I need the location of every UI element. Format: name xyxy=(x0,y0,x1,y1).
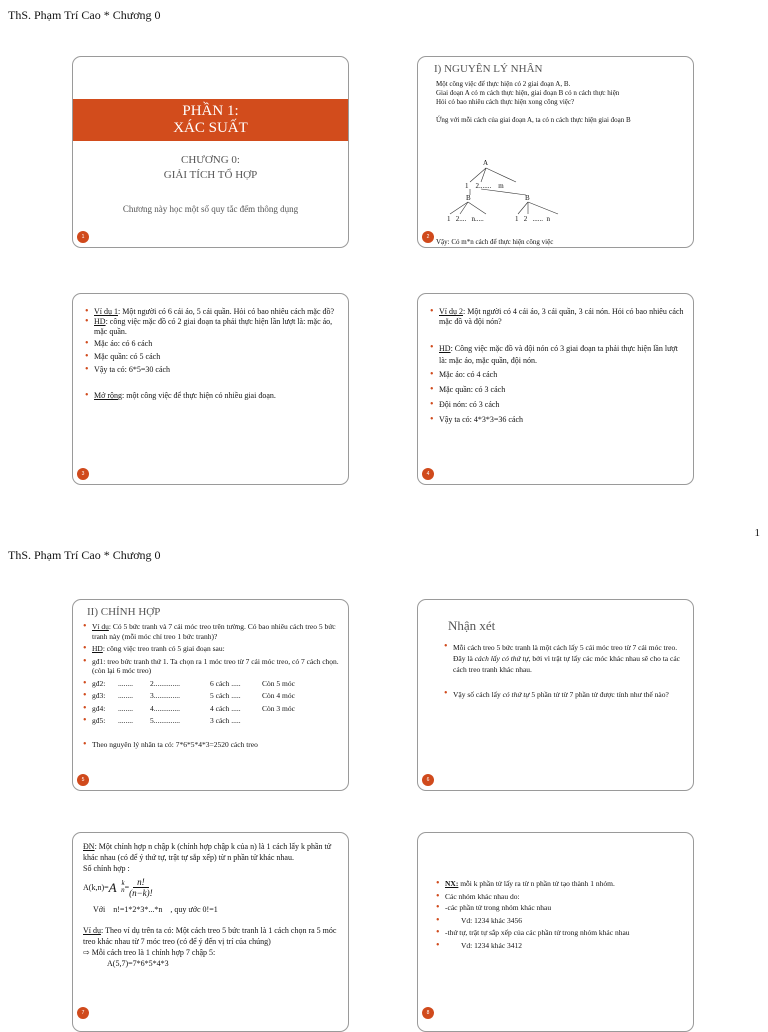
example-item: • Ví dụ: Có 5 bức tranh và 7 cái móc treo trên tường. Có bao nhiêu cách treo 5 bức tranh này (mỗi móc chỉ treo 1 bức tranh)? xyxy=(83,622,345,641)
conclusion: Vậy: Có m*n cách để thực hiện công việc xyxy=(436,238,554,246)
slide-number-badge: 6 xyxy=(422,774,434,786)
page-header-2: ThS. Phạm Trí Cao * Chương 0 xyxy=(8,548,161,562)
title-banner xyxy=(73,99,348,141)
slide-number-badge: 7 xyxy=(77,1007,89,1019)
slide-8 xyxy=(417,832,694,1032)
bullet-item: • Vd: 1234 khác 3412 xyxy=(436,941,686,951)
count-label: Số chỉnh hợp : xyxy=(83,864,130,873)
bullet-item: • Các nhóm khác nhau do: xyxy=(436,892,686,902)
stage-1: • gđ1: treo bức tranh thứ 1. Ta chọn ra 1 móc treo từ 7 cái móc treo, có 7 cách chọn. (còn lại 6 móc treo) xyxy=(83,657,345,676)
stage-row: • gđ2: ........ 2.............. 6 cách ..... Còn 5 móc xyxy=(83,679,345,689)
formula: A(k,n)= A k n = $\frac{n!}{(n-k)!}$ xyxy=(83,876,153,898)
definition: ĐN: Một chỉnh hợp n chập k (chỉnh hợp chập k của n) là 1 cách lấy k phần tử khác nhau (có để ý thứ tự, trật tự sắp xếp) từ n phần tử khác nhau. xyxy=(83,842,332,862)
part-label: PHẦN 1: xyxy=(182,103,239,119)
bullet-item: • Đội nón: có 3 cách xyxy=(430,400,686,410)
result: A(5,7)=7*6*5*4*3 xyxy=(107,959,169,968)
bullet-item: • -các phần tử trong nhóm khác nhau xyxy=(436,903,686,913)
text-line: Một công việc để thực hiện có 2 giai đoạn A, B. xyxy=(436,80,571,88)
stage-row: • gđ4: ........ 4.............. 4 cách ..... Còn 3 móc xyxy=(83,704,345,714)
bullet-item: • -thứ tự, trật tự sắp xếp của các phần tử trong nhóm khác nhau xyxy=(436,928,686,938)
text-line: Giai đoạn A có m cách thực hiện, giai đoạn B có n cách thực hiện xyxy=(436,89,620,97)
bullet-item: • Vd: 1234 khác 3456 xyxy=(436,916,686,926)
factorial-note: Với n!=1*2*3*...*n , quy ước 0!=1 xyxy=(93,905,218,914)
tree-root: A xyxy=(483,159,489,167)
slide-number-badge: 5 xyxy=(77,774,89,786)
text-line: Hỏi có bao nhiêu cách thực hiện xong công việc? xyxy=(436,98,575,106)
bullet-item: • Mặc quần: có 5 cách xyxy=(85,352,341,362)
slide-6 xyxy=(417,599,694,791)
bullet-item: • Mặc áo: có 6 cách xyxy=(85,339,341,349)
section-heading: Nhận xét xyxy=(448,618,496,633)
example-item: • Ví dụ 1: Một người có 6 cái áo, 5 cái quần. Hỏi có bao nhiêu cách mặc đồ? xyxy=(85,307,341,317)
slide-number-badge: 2 xyxy=(422,231,434,243)
slide-number-badge: 4 xyxy=(422,468,434,480)
slide-5 xyxy=(72,599,349,791)
tree-leaves-2: 1 2 ...... n xyxy=(515,215,550,223)
tree-level1: 1 2....... m xyxy=(465,182,504,190)
slide-4 xyxy=(417,293,694,485)
slide-1 xyxy=(72,56,349,248)
tree-b1: B xyxy=(466,194,471,202)
conclusion: ⇨ Mỗi cách treo là 1 chỉnh hợp 7 chập 5: xyxy=(83,948,216,957)
conclusion: • Theo nguyên lý nhân ta có: 7*6*5*4*3=2520 cách treo xyxy=(83,740,345,750)
extension-item: • Mở rộng: một công việc để thực hiện có nhiều giai đoạn. xyxy=(85,391,341,401)
remark-item: • Mỗi cách treo 5 bức tranh là một cách lấy 5 cái móc treo từ 7 cái móc treo. Đây là cách lấy có thứ tự, bởi vì trật tự lấy các móc khác nhau sẽ cho ta các cách treo tranh khác nhau. xyxy=(444,642,684,675)
bullet-item: • Vậy ta có: 4*3*3=36 cách xyxy=(430,415,686,425)
bullet-item: • Mặc quần: có 3 cách xyxy=(430,385,686,395)
stage-row: • gđ5: ........ 5.............. 3 cách ..... xyxy=(83,716,345,726)
page-number: 1 xyxy=(754,527,760,539)
example: Ví dụ: Theo ví dụ trên ta có: Một cách treo 5 bức tranh là 1 cách chọn ra 5 móc treo khác nhau từ 7 móc treo (có để ý đến vị trí của chúng) xyxy=(83,926,337,946)
slide-3 xyxy=(72,293,349,485)
chapter-subtitle: GIẢI TÍCH TỔ HỢP xyxy=(163,169,258,181)
slide-title: XÁC SUẤT xyxy=(173,120,248,136)
bullet-item: • Mặc áo: có 4 cách xyxy=(430,370,686,380)
slide-2 xyxy=(417,56,694,248)
stage-row: • gđ3: ........ 3.............. 5 cách ..... Còn 4 móc xyxy=(83,691,345,701)
section-heading: II) CHỈNH HỢP xyxy=(87,606,161,618)
page-header-1: ThS. Phạm Trí Cao * Chương 0 xyxy=(8,8,161,22)
example-item: • Ví dụ 2: Một người có 4 cái áo, 3 cái quần, 3 cái nón. Hỏi có bao nhiêu cách mặc đồ và đội nón? xyxy=(430,307,686,327)
remark-item: • NX: mỗi k phần tử lấy ra từ n phần tử tạo thành 1 nhóm. xyxy=(436,879,686,889)
section-heading: I) NGUYÊN LÝ NHÂN xyxy=(434,63,543,75)
text-line: Ứng với mỗi cách của giai đoạn A, ta có n cách thực hiện giai đoạn B xyxy=(436,116,631,124)
hint-item: • HD: Công việc mặc đồ và đội nón có 3 giai đoạn ta phải thực hiện lần lượt là: mặc áo, mặc quần, đội nón. xyxy=(430,343,686,367)
chapter-description: Chương này học một số quy tắc đếm thông dụng xyxy=(122,204,299,214)
hint-item: • HD: công việc mặc đồ có 2 giai đoạn ta phải thực hiện lần lượt là: mặc áo, mặc quần. xyxy=(85,317,341,337)
arrow-icon: ⇨ xyxy=(83,948,90,957)
slide-number-badge: 8 xyxy=(422,1007,434,1019)
hint-item: • HD: công việc treo tranh có 5 giai đoạn sau: xyxy=(83,644,345,654)
slide-7 xyxy=(72,832,349,1032)
slide-number-badge: 3 xyxy=(77,468,89,480)
tree-leaves-1: 1 2.... n..... xyxy=(447,215,484,223)
question-item: • Vậy số cách lấy có thứ tự 5 phần tử từ 7 phần tử được tính như thế nào? xyxy=(444,689,684,700)
chapter-label: CHƯƠNG 0: xyxy=(181,154,240,166)
tree-b2: B xyxy=(525,194,530,202)
bullet-item: • Vậy ta có: 6*5=30 cách xyxy=(85,365,341,375)
slide-number-badge: 1 xyxy=(77,231,89,243)
